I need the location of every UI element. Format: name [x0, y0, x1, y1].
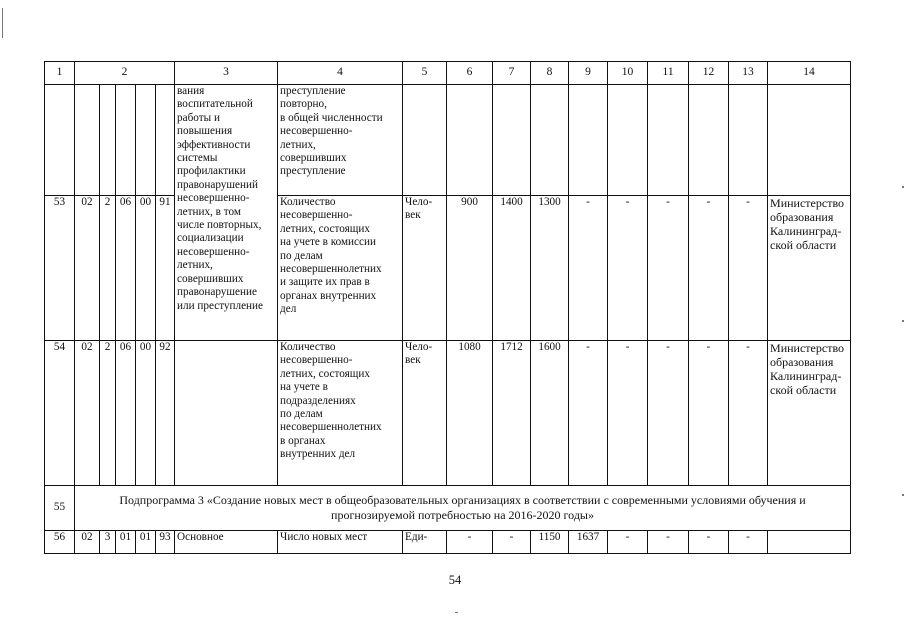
value-cell: -: [608, 196, 648, 341]
value-cell: -: [648, 196, 689, 341]
scan-edge-mark: [902, 494, 904, 496]
header-cell: 9: [569, 62, 608, 85]
code-cell: 00: [136, 341, 156, 486]
event-name-cell: Основное: [175, 531, 278, 554]
value-cell: -: [729, 196, 768, 341]
value-cell: 1080: [447, 341, 493, 486]
unit-cell: Чело- век: [403, 341, 447, 486]
value-cell: -: [569, 196, 608, 341]
code-cell: 06: [116, 341, 136, 486]
indicator-cell: Число новых мест: [278, 531, 403, 554]
value-cell: 1400: [493, 196, 531, 341]
header-cell: 13: [729, 62, 768, 85]
indicator-cell: Количество несовершенно- летних, состоящих на учете в комиссии по делам несовершеннолетних и защите их прав в органах внутренних дел: [278, 196, 403, 341]
value-cell: -: [608, 341, 648, 486]
code-cell: 06: [116, 196, 136, 341]
table-row: [45, 85, 851, 196]
header-cell: 2: [75, 62, 175, 85]
value-cell: 1600: [531, 341, 569, 486]
table-row: [45, 196, 851, 341]
unit-cell: Чело- век: [403, 196, 447, 341]
scan-edge-mark: [2, 8, 3, 38]
header-cell: 10: [608, 62, 648, 85]
responsible-cell: Министерство образования Калининград- ской области: [768, 196, 851, 341]
code-cell: 92: [156, 341, 175, 486]
row-number: 54: [45, 341, 75, 486]
table-row: [45, 531, 851, 554]
header-cell: 14: [768, 62, 851, 85]
scan-edge-mark: [455, 612, 458, 613]
value-cell: 900: [447, 196, 493, 341]
scan-edge-mark: [902, 320, 904, 322]
responsible-cell: Министерство образования Калининград- ской области: [768, 341, 851, 486]
value-cell: -: [648, 341, 689, 486]
header-cell: 11: [648, 62, 689, 85]
header-cell: 7: [493, 62, 531, 85]
value-cell: 1637: [569, 531, 608, 554]
code-cell: 2: [100, 341, 116, 486]
header-cell: 8: [531, 62, 569, 85]
code-cell: 00: [136, 196, 156, 341]
value-cell: -: [493, 531, 531, 554]
value-cell: 1150: [531, 531, 569, 554]
value-cell: -: [689, 196, 729, 341]
event-name-cell: вания воспитательной работы и повышения эффективности системы профилактики правонарушений несовершенно- летних, в том числе повторных, социализации несовершенно- летних, совершивших правонарушение или преступление: [175, 85, 278, 341]
code-cell: 02: [75, 196, 100, 341]
responsible-cell: [768, 531, 851, 554]
indicators-table: [44, 61, 851, 554]
indicator-cell: преступление повторно, в общей численности несовершенно- летних, совершивших преступление: [278, 85, 403, 196]
row-number: 53: [45, 196, 75, 341]
value-cell: -: [608, 531, 648, 554]
page-number: 54: [448, 573, 462, 587]
table-row: [45, 341, 851, 486]
table-row: [45, 486, 851, 531]
code-cell: 91: [156, 196, 175, 341]
header-cell: 6: [447, 62, 493, 85]
subprogram-title: Подпрограмма 3 «Создание новых мест в общеобразовательных организациях в соответствии с современными условиями обучения и прогнозируемой потребностью на 2016-2020 годы»: [75, 486, 851, 531]
scan-edge-mark: [902, 186, 904, 188]
header-cell: 4: [278, 62, 403, 85]
value-cell: 1712: [493, 341, 531, 486]
value-cell: 1300: [531, 196, 569, 341]
header-row: [45, 62, 851, 85]
code-cell: 02: [75, 531, 100, 554]
value-cell: -: [689, 341, 729, 486]
indicator-cell: Количество несовершенно- летних, состоящих на учете в подразделениях по делам несовершеннолетних в органах внутренних дел: [278, 341, 403, 486]
value-cell: -: [689, 531, 729, 554]
unit-cell: Еди-: [403, 531, 447, 554]
code-cell: 2: [100, 196, 116, 341]
header-cell: 12: [689, 62, 729, 85]
code-cell: 01: [136, 531, 156, 554]
row-number: 55: [45, 486, 75, 531]
header-cell: 1: [45, 62, 75, 85]
header-cell: 5: [403, 62, 447, 85]
value-cell: -: [729, 531, 768, 554]
value-cell: -: [569, 341, 608, 486]
code-cell: 3: [100, 531, 116, 554]
header-cell: 3: [175, 62, 278, 85]
code-cell: 01: [116, 531, 136, 554]
code-cell: 93: [156, 531, 175, 554]
value-cell: -: [447, 531, 493, 554]
code-cell: 02: [75, 341, 100, 486]
value-cell: -: [648, 531, 689, 554]
value-cell: -: [729, 341, 768, 486]
row-number: 56: [45, 531, 75, 554]
